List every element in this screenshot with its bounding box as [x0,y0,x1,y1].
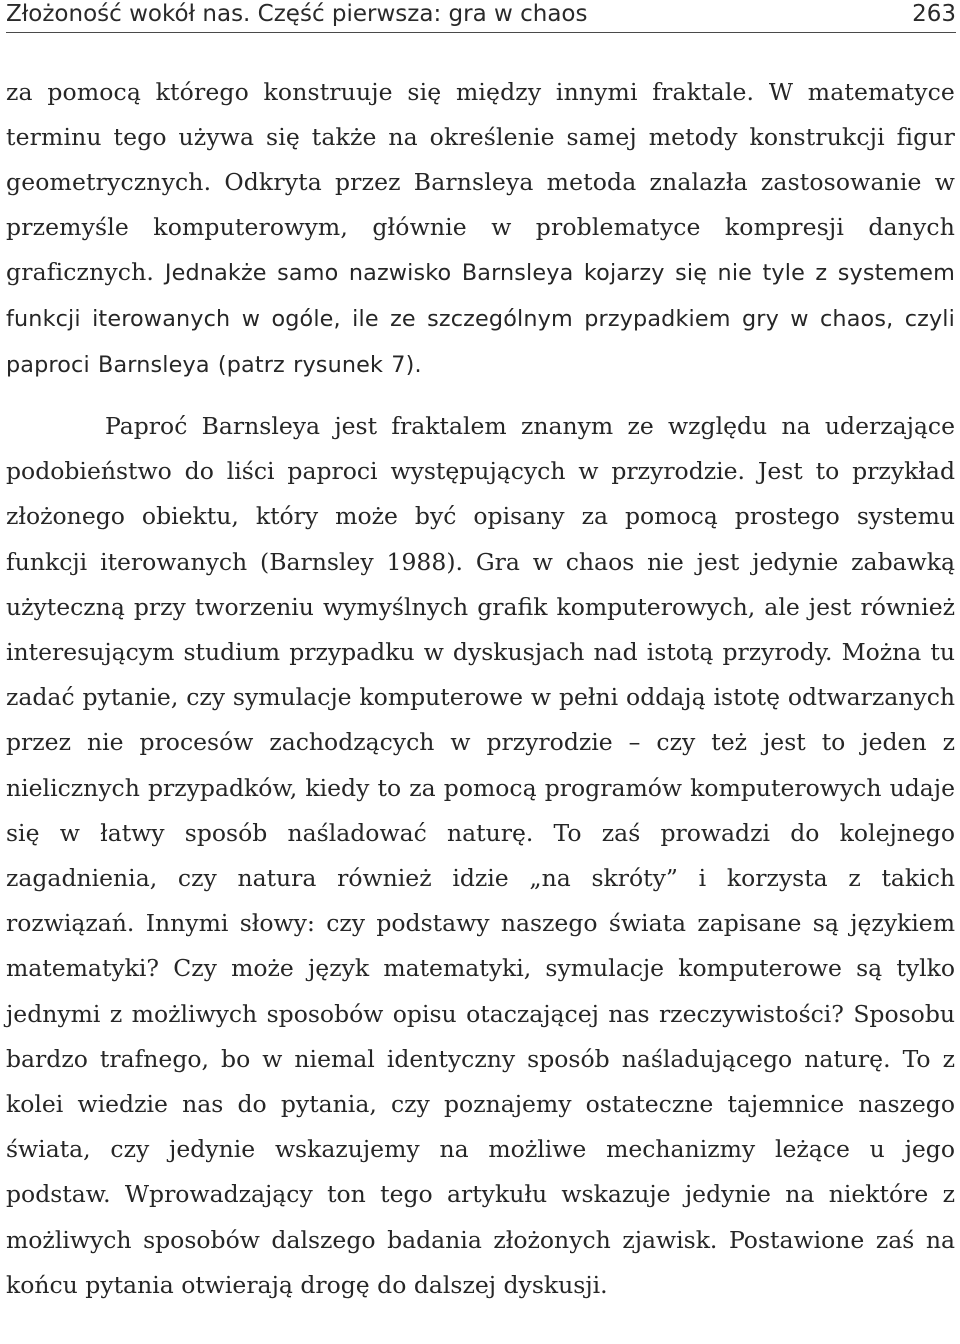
paragraph-1-text-b: Jednakże samo nazwisko Barnsleya kojarzy się nie tyle z systemem funkcji iterowanych w ogóle, ile ze szczególnym przypadkiem gry w chaos, czyli paproci Barnsleya (patrz rysunek 7). [6,260,955,378]
chapter-title: Złożoność wokół nas. Część pierwsza: gra w chaos [6,1,588,27]
page-number: 263 [912,1,956,27]
running-header [6,0,956,33]
paragraph-1 [6,70,955,388]
paragraph-2: Paproć Barnsleya jest fraktalem znanym ze względu na uderzające podobieństwo do liści paproci występujących w przyrodzie. Jest to przykład złożonego obiektu, który może być opisany za pomocą prostego systemu funkcji iterowanych (Barnsley 1988). Gra w chaos nie jest jedynie zabawką użyteczną przy tworzeniu wymyślnych grafik komputerowych, ale jest również interesującym studium przypadku w dyskusjach nad istotą przyrody. Można tu zadać pytanie, czy symulacje komputerowe w pełni oddają istotę odtwarzanych przez nie procesów zachodzących w przyrodzie – czy też jest to jeden z nielicznych przypadków, kiedy to za pomocą programów komputerowych udaje się w łatwy sposób naśladować naturę. To zaś prowadzi do kolejnego zagadnienia, czy natura również idzie „na skróty” i korzysta z takich rozwiązań. Innymi słowy: czy podstawy naszego świata zapisane są językiem matematyki? Czy może język matematyki, symulacje komputerowe są tylko jednymi z możliwych sposobów opisu otaczającej nas rzeczywistości? Sposobu bardzo trafnego, bo w niemal identyczny sposób naśladującego naturę. To z kolei wiedzie nas do pytania, czy poznajemy ostateczne tajemnice naszego świata, czy jedynie wskazujemy na możliwe mechanizmy leżące u jego podstaw. Wprowadzający ton tego artykułu wskazuje jedynie na niektóre z możliwych sposobów dalszego badania złożonych zjawisk. Postawione zaś na końcu pytania otwierają drogę do dalszej dyskusji. [6,412,955,1299]
paragraph-1-text-a: za pomocą którego konstruuje się między innymi fraktale. W matematyce terminu tego używa się także na określenie samej metody konstrukcji figur geometrycznych. Odkryta przez Barnsleya metoda znalazła zastosowanie w przemyśle komputerowym, głównie w problematyce kompresji danych graficznych. [6,78,955,286]
page-body [6,70,955,1308]
